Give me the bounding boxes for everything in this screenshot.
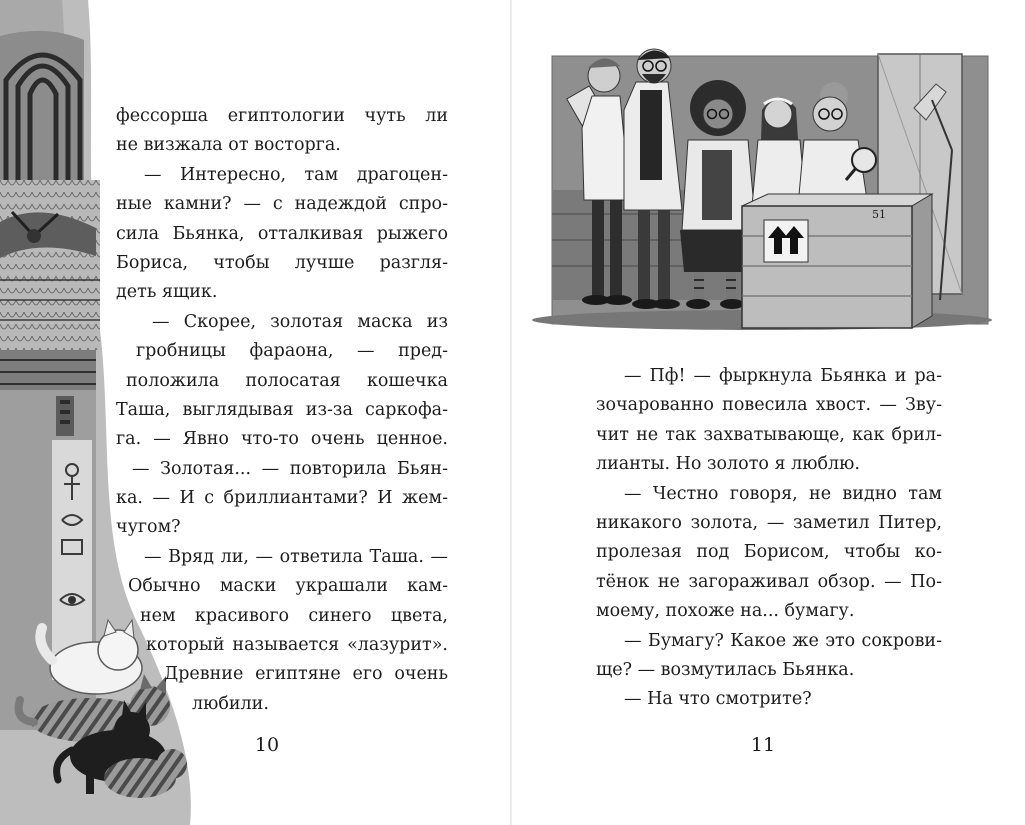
right-page-text (596, 362, 942, 715)
text-line: чугом? (116, 517, 181, 538)
page-number: 10 (254, 734, 280, 756)
text-line: га. — Явно что-то очень ценное. (116, 429, 448, 450)
text-line: зочарованно повесила хвост. — Зву- (596, 395, 942, 416)
text-line: никакого золота, — заметил Питер, (596, 512, 942, 533)
text-line: сила Бьянка, отталкивая рыжего (116, 223, 448, 244)
text-line: — Вряд ли, — ответила Таша. — (144, 546, 448, 567)
text-line: моему, похоже на... бумагу. (596, 601, 855, 622)
text-line: не визжала от восторга. (116, 135, 341, 156)
text-line: фессорша египтологии чуть ли (116, 106, 448, 126)
text-line: ще? — возмутилась Бьянка. (596, 659, 855, 680)
text-line: Обычно маски украшали кам- (128, 576, 448, 597)
text-line: — Скорее, золотая маска из (152, 311, 448, 332)
left-page-text (116, 102, 448, 719)
left-page (0, 0, 511, 825)
text-line: — Золотая... — повторила Бьян- (132, 458, 448, 479)
wooden-crate (742, 194, 932, 328)
text-line: Таша, выглядывая из-за саркофа- (116, 399, 448, 420)
right-page (512, 0, 1025, 825)
text-line: который называется «лазурит». (146, 635, 448, 656)
lab-characters-illustration (512, 0, 1025, 340)
text-line: ка. — И с бриллиантами? И жем- (116, 488, 448, 509)
text-line: тёнок не загораживал обзор. — По- (596, 571, 942, 592)
text-line: — На что смотрите? (624, 689, 812, 710)
text-line: — Пф! — фыркнула Бьянка и ра- (624, 366, 942, 386)
text-line: — Интересно, там драгоцен- (144, 164, 448, 185)
text-line: нем красивого синего цвета, (140, 605, 448, 626)
text-line: Древние египтяне его очень (164, 664, 448, 685)
text-line: гробницы фараона, — пред- (136, 341, 448, 362)
page-number: 11 (750, 734, 776, 756)
text-line: — Честно говоря, не видно там (624, 483, 942, 504)
crate-number: 51 (872, 208, 886, 221)
text-line: деть ящик. (116, 282, 218, 303)
text-line: чит не так захватывающе, как брил- (596, 424, 942, 445)
text-line: — Бумагу? Какое же это сокрови- (624, 630, 942, 651)
text-line: лианты. Но золото я люблю. (596, 454, 860, 475)
text-line: положила полосатая кошечка (126, 370, 448, 391)
text-line: ные камни? — с надеждой спро- (116, 194, 448, 215)
text-line: пролезая под Борисом, чтобы ко- (596, 542, 942, 563)
text-line: Бориса, чтобы лучше разгля- (116, 252, 448, 273)
text-line: любили. (192, 693, 269, 714)
